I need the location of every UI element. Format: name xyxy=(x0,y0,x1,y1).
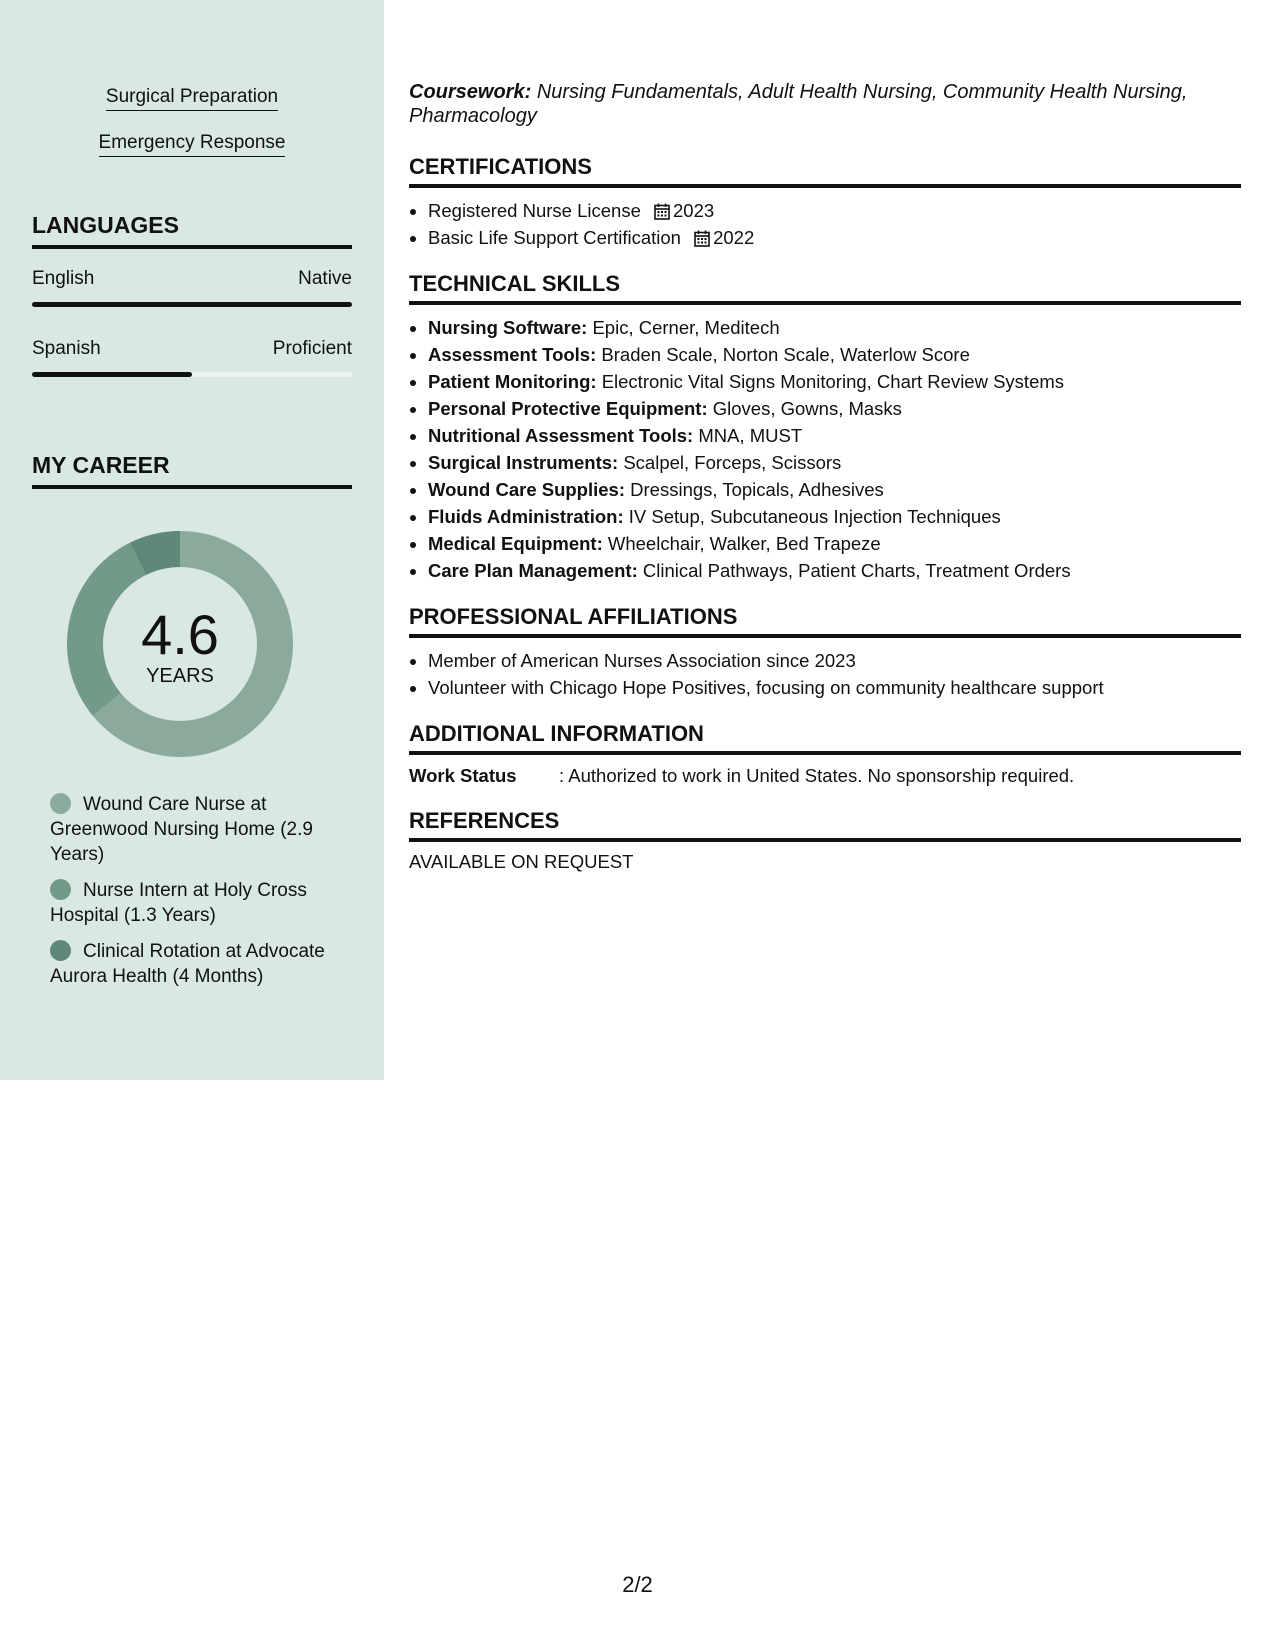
skill-label: Patient Monitoring: xyxy=(428,371,597,392)
skill-value: Braden Scale, Norton Scale, Waterlow Score xyxy=(601,344,970,365)
legend-item xyxy=(50,939,340,989)
technical-skills-heading: TECHNICAL SKILLS xyxy=(409,271,1241,305)
coursework-text: Nursing Fundamentals, Adult Health Nursing, Community Health Nursing, Pharmacology xyxy=(409,81,1188,127)
technical-skill-item xyxy=(428,476,1241,503)
certification-item xyxy=(428,197,1241,224)
skill-label: Surgical Instruments: xyxy=(428,452,619,473)
languages-heading: LANGUAGES xyxy=(32,212,352,249)
calendar-icon xyxy=(654,203,670,220)
certification-name: Registered Nurse License xyxy=(428,200,641,221)
skill-value: IV Setup, Subcutaneous Injection Techniques xyxy=(628,506,1001,527)
skill-tag: Emergency Response xyxy=(99,132,286,157)
skill-label: Wound Care Supplies: xyxy=(428,479,626,500)
affiliation-item: • Member of American Nurses Association since 2023 xyxy=(428,647,1241,674)
technical-skill-item xyxy=(428,530,1241,557)
skill-value: Clinical Pathways, Patient Charts, Treatment Orders xyxy=(642,560,1071,581)
language-bar xyxy=(32,372,352,377)
legend-dot-icon xyxy=(50,879,71,900)
legend-label: Nurse Intern at Holy Cross Hospital (1.3 Years) xyxy=(50,880,307,926)
skill-label: Care Plan Management: xyxy=(428,560,638,581)
sidebar xyxy=(0,0,384,1080)
language-level: Native xyxy=(298,268,352,289)
technical-skill-item xyxy=(428,449,1241,476)
language-bar-fill xyxy=(32,372,192,377)
career-heading: MY CAREER xyxy=(32,452,352,489)
language-name: Spanish xyxy=(32,338,101,359)
skill-value: Dressings, Topicals, Adhesives xyxy=(630,479,884,500)
skill-value: MNA, MUST xyxy=(698,425,803,446)
language-bar-fill xyxy=(32,302,352,307)
skill-label: Nutritional Assessment Tools: xyxy=(428,425,694,446)
skill-value: Electronic Vital Signs Monitoring, Chart Review Systems xyxy=(601,371,1065,392)
career-donut-chart xyxy=(66,530,294,758)
legend-item xyxy=(50,878,340,928)
legend-item xyxy=(50,792,340,867)
legend-dot-icon xyxy=(50,940,71,961)
skill-value: Wheelchair, Walker, Bed Trapeze xyxy=(607,533,881,554)
certification-year: 2022 xyxy=(713,227,755,248)
language-name: English xyxy=(32,268,95,289)
references-heading: REFERENCES xyxy=(409,808,1241,842)
career-total-unit: YEARS xyxy=(146,665,214,687)
skill-value: Scalpel, Forceps, Scissors xyxy=(623,452,842,473)
career-legend xyxy=(50,792,340,1000)
skill-tag: Surgical Preparation xyxy=(106,86,278,111)
language-english xyxy=(32,268,352,307)
work-status-value: : Authorized to work in United States. No sponsorship required. xyxy=(559,765,1075,786)
technical-skills-list xyxy=(409,314,1241,584)
technical-skill-item xyxy=(428,368,1241,395)
affiliations-list xyxy=(409,647,1241,701)
skill-label: Medical Equipment: xyxy=(428,533,603,554)
legend-dot-icon xyxy=(50,793,71,814)
technical-skill-item xyxy=(428,422,1241,449)
main-content xyxy=(409,80,1241,873)
work-status xyxy=(409,764,1241,788)
affiliation-item: • Volunteer with Chicago Hope Positives, focusing on community healthcare support xyxy=(428,674,1241,701)
certifications-list xyxy=(409,197,1241,251)
certifications-heading: CERTIFICATIONS xyxy=(409,154,1241,188)
skill-tags xyxy=(0,86,384,178)
skill-value: Epic, Cerner, Meditech xyxy=(592,317,780,338)
additional-info-heading: ADDITIONAL INFORMATION xyxy=(409,721,1241,755)
career-total-value: 4.6 xyxy=(141,603,219,666)
skill-label: Assessment Tools: xyxy=(428,344,597,365)
technical-skill-item xyxy=(428,341,1241,368)
skill-label: Personal Protective Equipment: xyxy=(428,398,708,419)
skill-label: Nursing Software: xyxy=(428,317,588,338)
technical-skill-item xyxy=(428,314,1241,341)
technical-skill-item xyxy=(428,503,1241,530)
coursework-label: Coursework: xyxy=(409,81,532,103)
skill-label: Fluids Administration: xyxy=(428,506,624,527)
language-spanish xyxy=(32,338,352,377)
certification-item xyxy=(428,224,1241,251)
legend-label: Clinical Rotation at Advocate Aurora Health (4 Months) xyxy=(50,941,325,987)
technical-skill-item xyxy=(428,557,1241,584)
calendar-icon xyxy=(694,230,710,247)
work-status-label: Work Status xyxy=(409,765,517,786)
certification-name: Basic Life Support Certification xyxy=(428,227,681,248)
page-number: 2/2 xyxy=(622,1572,653,1597)
language-bar xyxy=(32,302,352,307)
certification-year: 2023 xyxy=(673,200,715,221)
affiliations-heading: PROFESSIONAL AFFILIATIONS xyxy=(409,604,1241,638)
skill-value: Gloves, Gowns, Masks xyxy=(712,398,902,419)
legend-label: Wound Care Nurse at Greenwood Nursing Home (2.9 Years) xyxy=(50,794,313,865)
coursework xyxy=(409,80,1241,128)
references-text: AVAILABLE ON REQUEST xyxy=(409,851,634,872)
technical-skill-item xyxy=(428,395,1241,422)
language-level: Proficient xyxy=(272,338,352,359)
